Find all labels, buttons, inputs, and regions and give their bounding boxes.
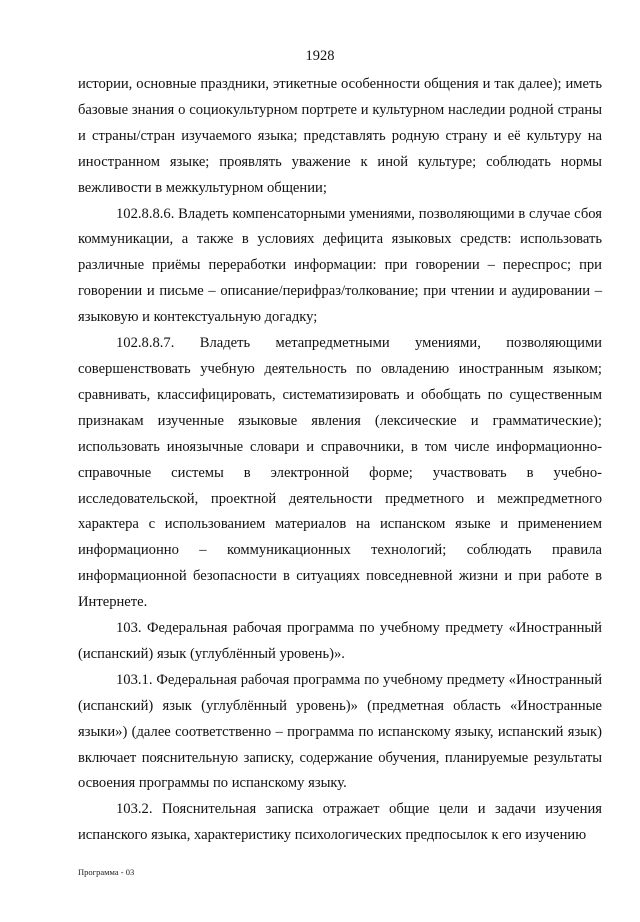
paragraph-103: 103. Федеральная рабочая программа по учебному предмету «Иностранный (испанский) язык (углублённый уровень)». <box>78 620 602 662</box>
paragraph-102-8-8-6: 102.8.8.6. Владеть компенсаторными умениями, позволяющими в случае сбоя коммуникации, а также в условиях дефицита языковых средств: использовать различные приёмы переработки информации: при говорении – переспрос; при говорении и письме – описание/перифраз/толкование; при чтении и аудировании – языковую и контекстуальную догадку; <box>78 205 602 326</box>
document-body <box>78 72 602 849</box>
paragraph-102-8-8-7: 102.8.8.7. Владеть метапредметными умениями, позволяющими совершенствовать учебную деятельность по овладению иностранным языком; сравнивать, классифицировать, систематизировать и обобщать по существенным признакам изученные языковые явления (лексические и грамматические); использовать иноязычные словари и справочники, в том числе информационно-справочные системы в электронной форме; участвовать в учебно-исследовательской, проектной деятельности предметного и межпредметного характера с использованием материалов на испанском языке и применением информационно – коммуникационных технологий; соблюдать правила информационной безопасности в ситуациях повседневной жизни и при работе в Интернете. <box>78 335 602 611</box>
footer-label: Программа - 03 <box>78 867 135 877</box>
paragraph-103-2: 103.2. Пояснительная записка отражает общие цели и задачи изучения испанского языка, характеристику психологических предпосылок к его изучению <box>78 801 602 844</box>
paragraph-103-1: 103.1. Федеральная рабочая программа по учебному предмету «Иностранный (испанский) язык (углублённый уровень)» (предметная область «Иностранные языки») (далее соответственно – программа по испанскому языку, испанский язык) включает пояснительную записку, содержание обучения, планируемые результаты освоения программы по испанскому языку. <box>78 671 602 792</box>
page-number: 1928 <box>305 48 335 64</box>
paragraph-continuation: истории, основные праздники, этикетные особенности общения и так далее); иметь базовые знания о социокультурном портрете и культурном наследии родной страны и страны/стран изучаемого языка; представлять родную страну и её культуру на иностранном языке; проявлять уважение к иной культуре; соблюдать нормы вежливости в межкультурном общении; <box>78 76 602 196</box>
